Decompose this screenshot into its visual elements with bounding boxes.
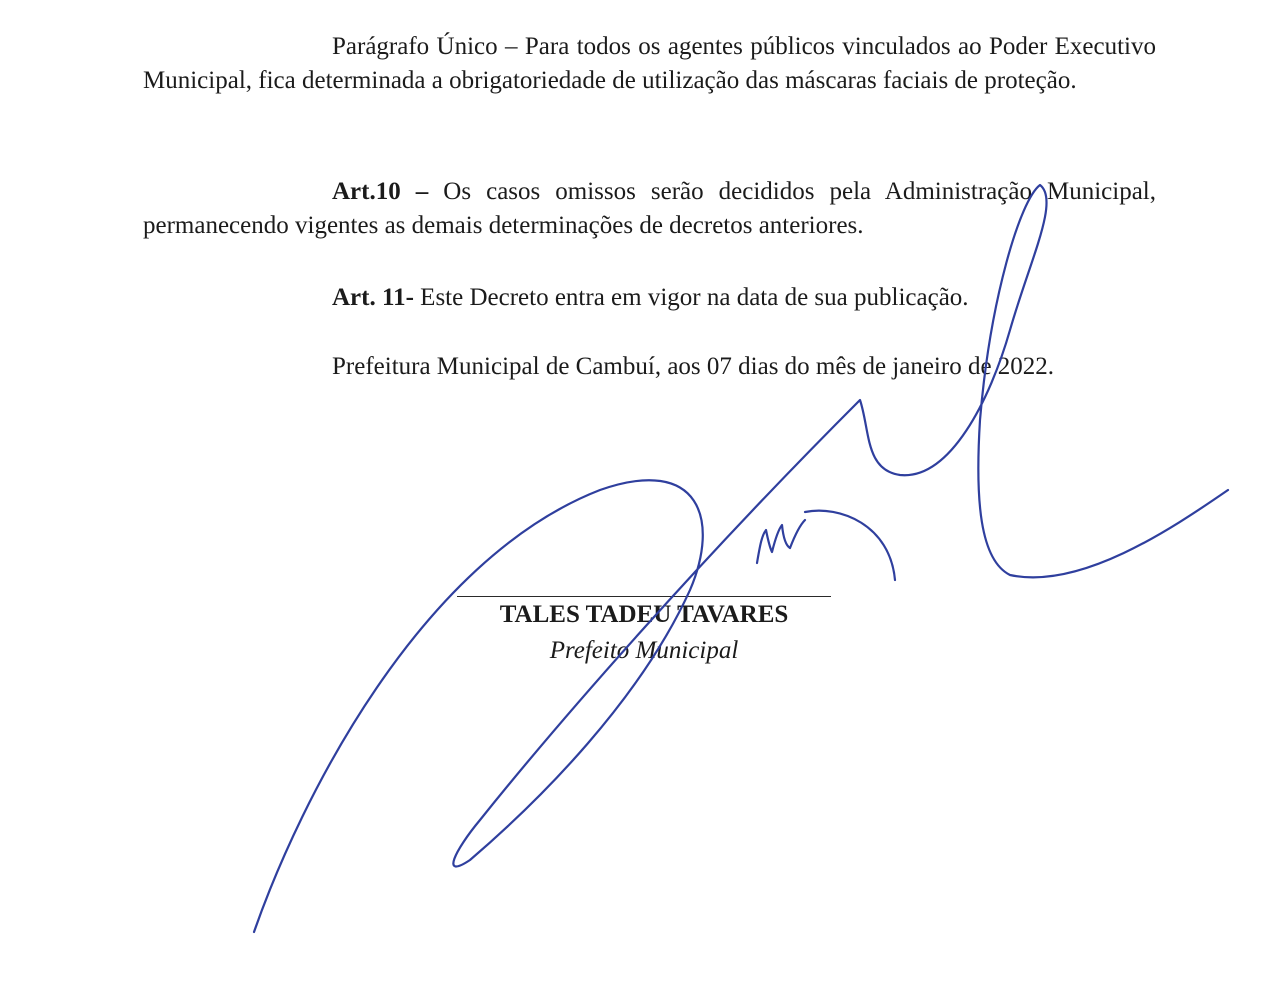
- article-11-text: Este Decreto entra em vigor na data de sua publicação.: [413, 284, 969, 311]
- paragrafo-unico-text: Parágrafo Único – Para todos os agentes públicos vinculados ao Poder Executivo Municipal, fica determinada a obrigatoriedade de utilização das máscaras faciais de proteção.: [143, 33, 1156, 94]
- place-date-line: [143, 350, 1156, 384]
- paragrafo-unico: [143, 30, 1156, 98]
- signatory-name: TALES TADEU TAVARES: [499, 601, 789, 628]
- place-date-text: Prefeitura Municipal de Cambuí, aos 07 dias do mês de janeiro de 2022.: [332, 353, 1055, 380]
- article-10: [143, 175, 1156, 243]
- article-10-text: Os casos omissos serão decididos pela Administração Municipal, permanecendo vigentes as demais determinações de decretos anteriores.: [143, 178, 1156, 239]
- signatory-role: Prefeito Municipal: [549, 637, 739, 664]
- signature-stroke-loop: [805, 511, 895, 580]
- signature-line: [457, 596, 831, 597]
- article-11-label: Art. 11-: [332, 284, 414, 311]
- article-10-label: Art.10 –: [332, 178, 429, 205]
- article-11: [143, 281, 1156, 315]
- signature-stroke-initials: [757, 520, 805, 563]
